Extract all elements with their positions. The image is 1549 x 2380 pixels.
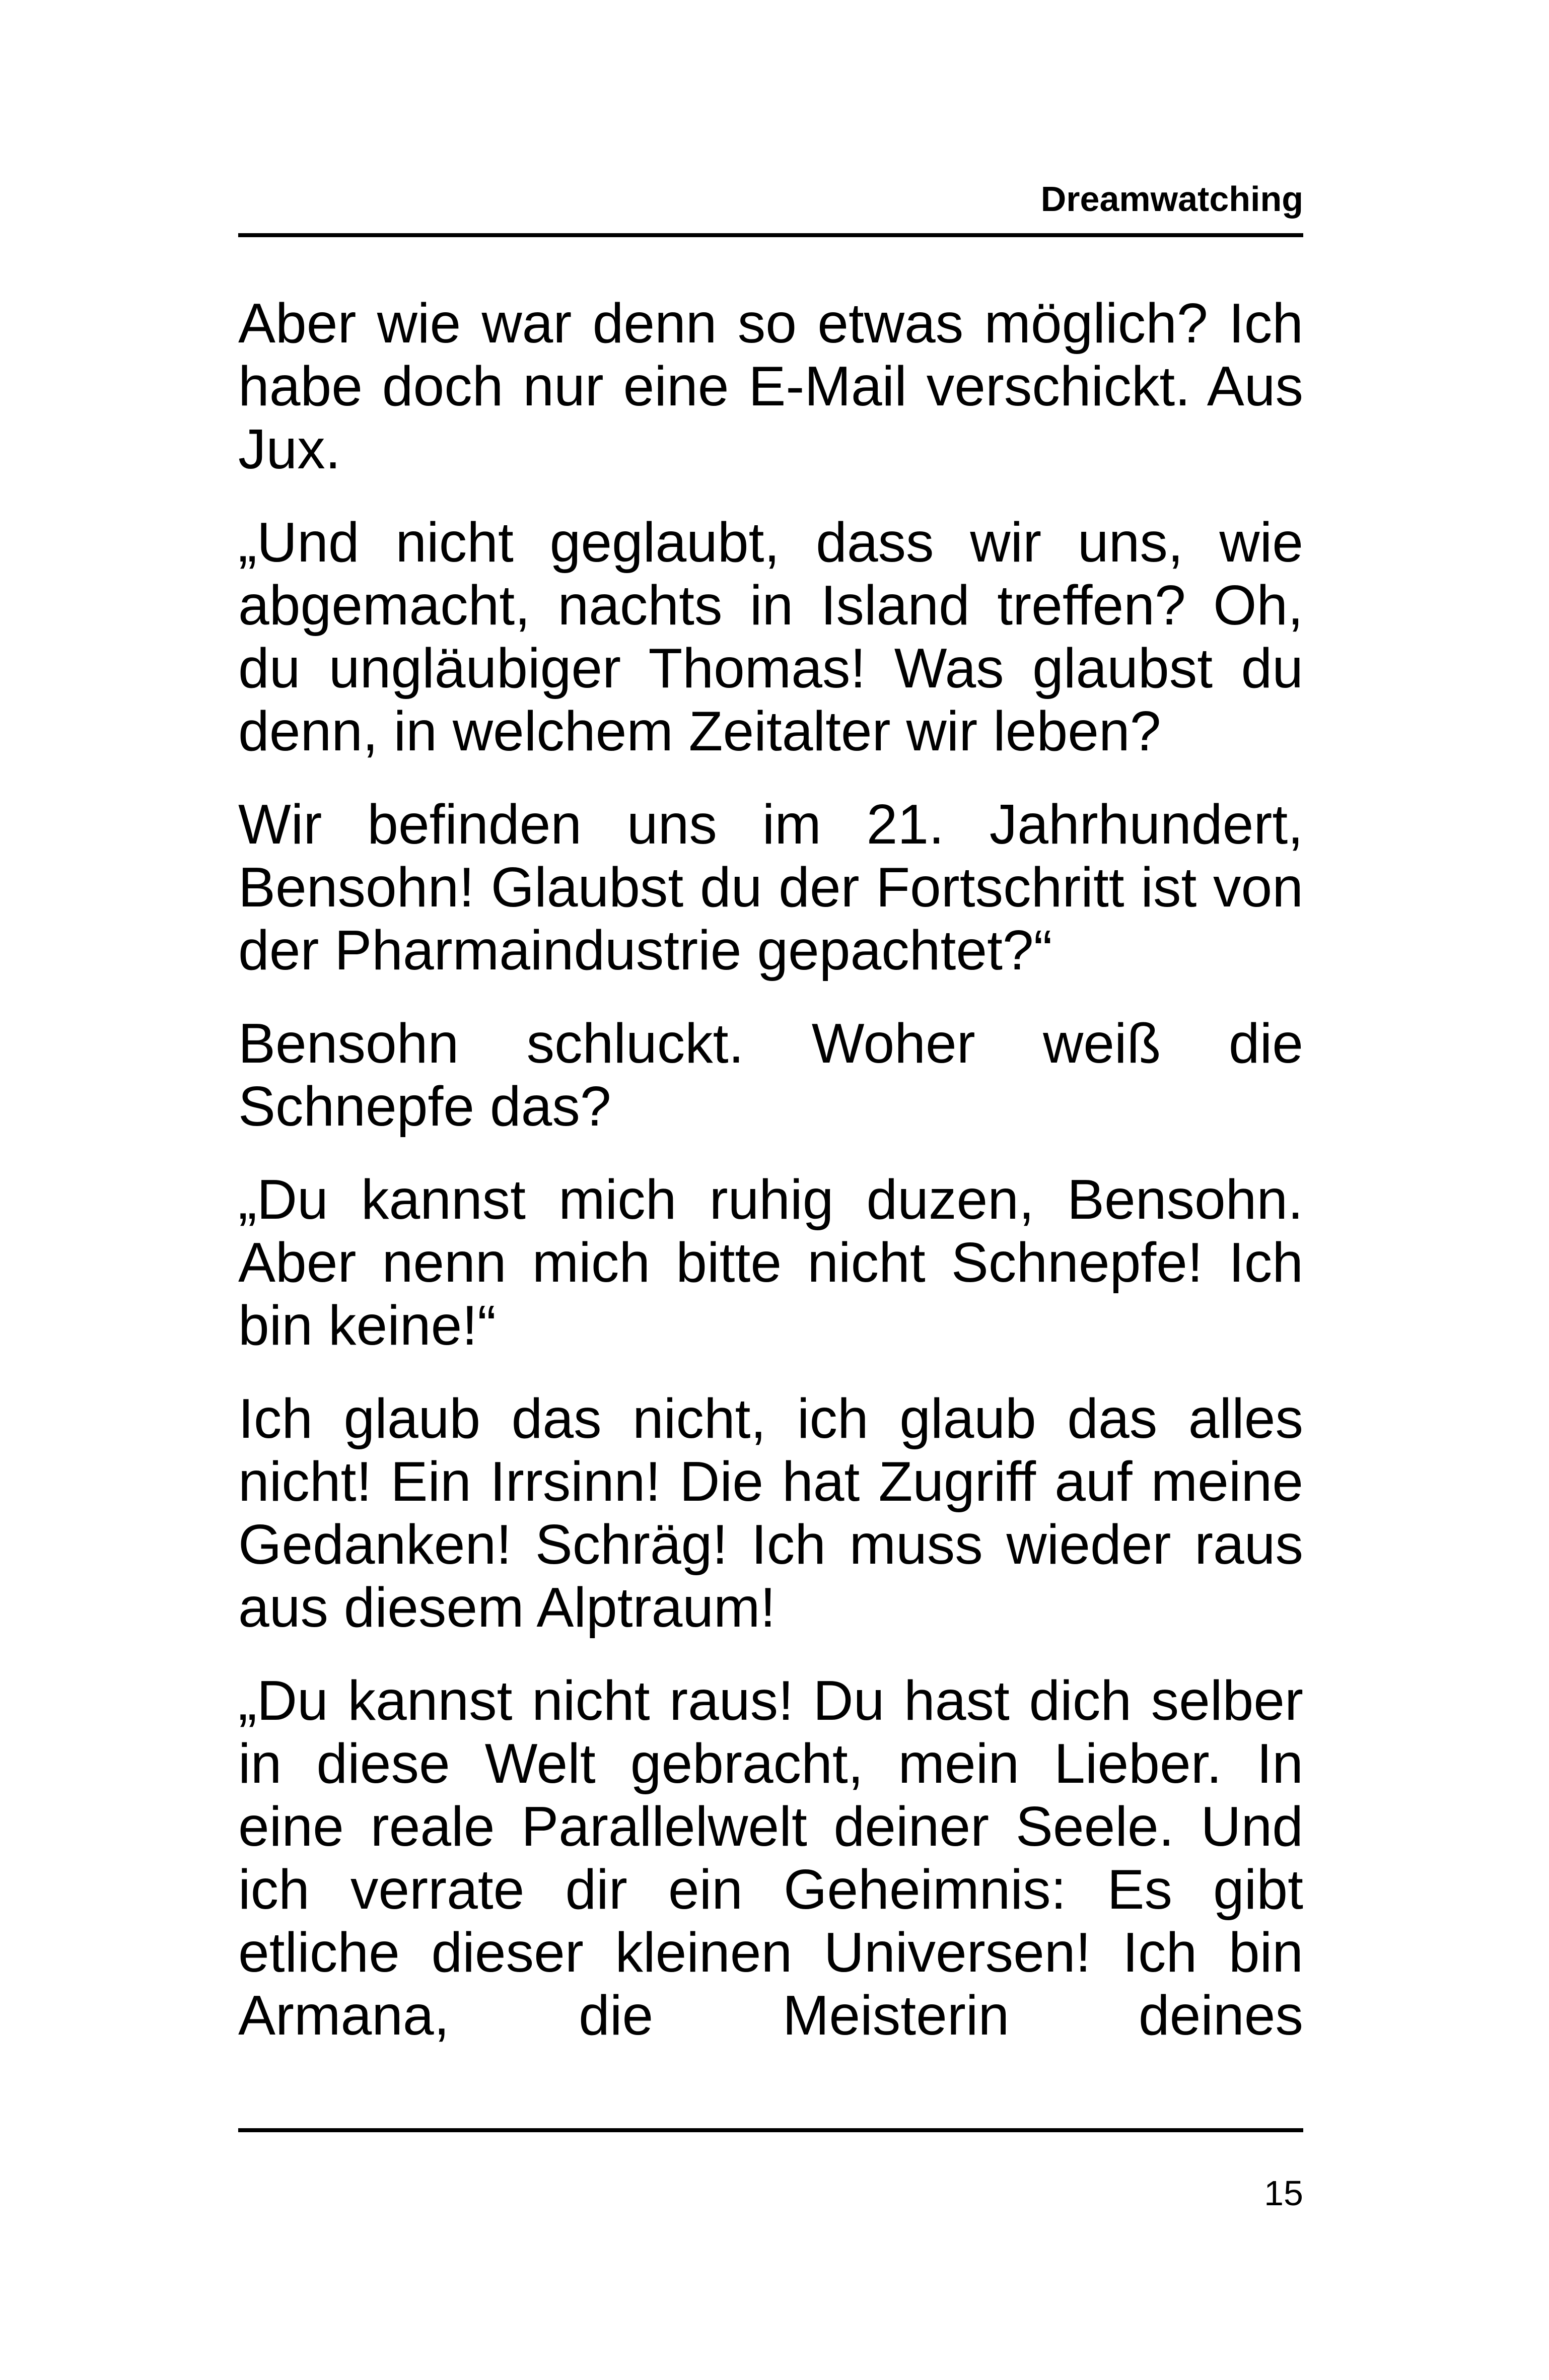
header-rule bbox=[238, 233, 1303, 237]
paragraph: Bensohn schluckt. Woher weiß die Schnepfe das? bbox=[238, 1012, 1303, 1138]
paragraph: Wir befinden uns im 21. Jahrhundert, Bensohn! Glaubst du der Fortschritt ist von der Pharmaindustrie gepachtet?“ bbox=[238, 793, 1303, 982]
paragraph: Ich glaub das nicht, ich glaub das alles nicht! Ein Irrsinn! Die hat Zugriff auf meine Gedanken! Schräg! Ich muss wieder raus aus diesem Alptraum! bbox=[238, 1387, 1303, 1639]
paragraph: „Und nicht geglaubt, dass wir uns, wie abgemacht, nachts in Island treffen? Oh, du ungläubiger Thomas! Was glaubst du denn, in welchem Zeitalter wir leben? bbox=[238, 511, 1303, 762]
paragraph: Aber wie war denn so etwas möglich? Ich habe doch nur eine E-Mail verschickt. Aus Jux. bbox=[238, 292, 1303, 480]
page-number: 15 bbox=[1264, 2174, 1303, 2213]
running-header: Dreamwatching bbox=[1040, 179, 1303, 219]
body-text bbox=[238, 292, 1303, 2077]
footer-rule bbox=[238, 2128, 1303, 2132]
paragraph: „Du kannst mich ruhig duzen, Bensohn. Aber nenn mich bitte nicht Schnepfe! Ich bin keine!“ bbox=[238, 1168, 1303, 1357]
paragraph: „Du kannst nicht raus! Du hast dich selber in diese Welt gebracht, mein Lieber. In eine reale Parallelwelt deiner Seele. Und ich verrate dir ein Geheimnis: Es gibt etliche dieser kleinen Universen! Ich bin Armana, die Meisterin deines bbox=[238, 1669, 1303, 2047]
